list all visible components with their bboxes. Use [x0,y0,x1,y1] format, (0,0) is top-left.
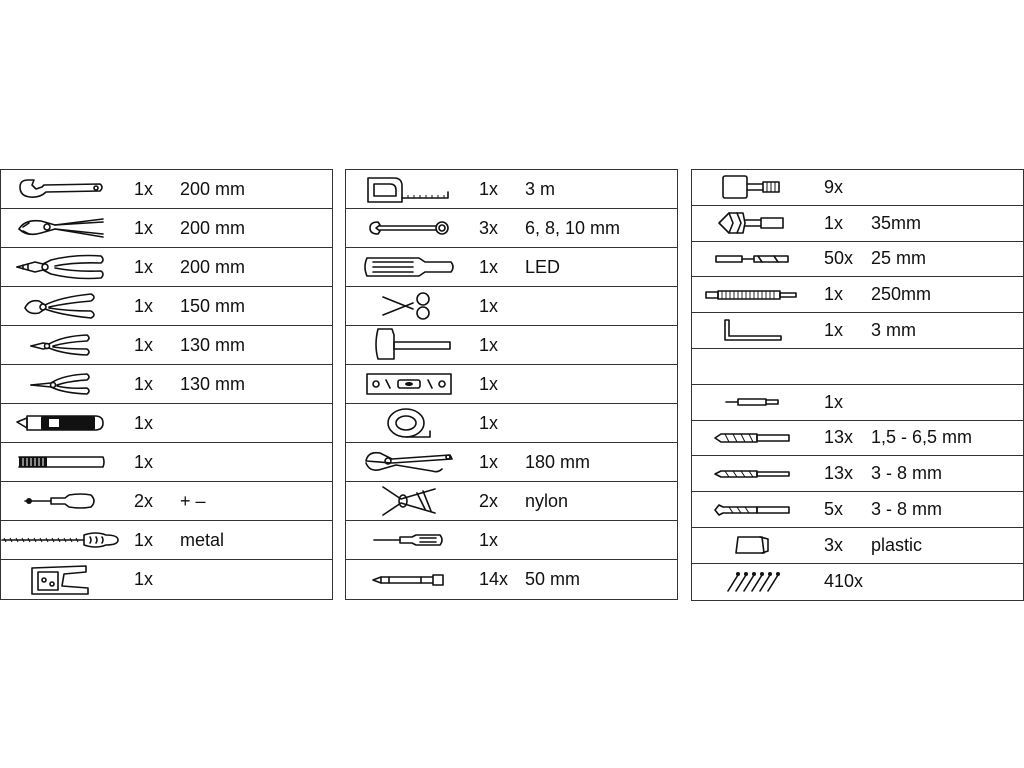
spring-clamp-icon [346,482,471,520]
item-quantity: 1x [134,529,154,550]
countersink-bit-icon [692,206,812,241]
scissors-icon [346,287,471,325]
item-row [1,287,332,326]
item-quantity: 1x [134,373,154,394]
water-pump-pliers-icon [1,209,121,247]
hammer-icon [346,326,471,364]
hex-socket-icon [692,170,812,205]
item-row [346,560,677,599]
item-row [692,456,1023,492]
adjustable-wrench-icon [1,170,121,208]
item-spec: 200 mm [180,217,246,238]
item-row [692,313,1023,349]
locking-pliers-icon [346,443,471,481]
combination-pliers-icon [1,248,121,286]
item-spec: 3 - 8 mm [871,463,943,484]
item-row [692,385,1023,421]
item-spec: 130 mm [180,373,246,394]
item-row [1,209,332,248]
item-row [346,248,677,287]
utility-knife-icon [1,404,121,442]
screwdriver-bits-icon [346,560,471,599]
item-row [1,248,332,287]
item-row [346,287,677,326]
item-quantity: 9x [824,176,844,197]
item-spec: 250mm [871,284,932,305]
item-quantity: 1x [824,391,844,412]
item-quantity: 1x [134,256,154,277]
item-quantity: 1x [134,451,154,472]
item-row [1,326,332,365]
item-row [692,492,1023,528]
combination-wrench-icon [346,209,471,247]
item-quantity: 5x [824,499,844,520]
item-spec: + – [180,490,206,511]
item-quantity: 1x [824,284,844,305]
wood-drill-bits-icon [692,456,812,491]
staple-gun-icon [1,560,121,599]
hacksaw-icon [1,521,121,559]
item-row [1,482,332,521]
item-spec: 180 mm [525,451,591,472]
item-spec: plastic [871,534,923,555]
item-quantity: 1x [134,295,154,316]
nails-icon [692,564,812,600]
masonry-drill-bits-icon [692,492,812,527]
item-spec: 3 m [525,178,556,199]
item-row [692,206,1023,242]
mini-pliers-icon [1,326,121,364]
item-quantity: 1x [134,569,154,589]
item-row [692,349,1023,385]
contents-panel-2 [345,169,678,600]
item-row [692,242,1023,278]
item-quantity: 50x [824,248,854,269]
bit-screwdriver-icon [346,521,471,559]
item-spec: 150 mm [180,295,246,316]
contents-panel-1 [0,169,333,600]
item-quantity: 3x [824,534,844,555]
item-row [1,560,332,599]
item-row [346,521,677,560]
item-quantity: 14x [479,569,509,589]
item-spec: 130 mm [180,334,246,355]
item-spec: nylon [525,490,569,511]
item-spec: 3 - 8 mm [871,499,943,520]
item-row [346,326,677,365]
item-row [346,170,677,209]
item-row [1,170,332,209]
tape-measure-icon [346,170,471,208]
item-spec: 6, 8, 10 mm [525,217,621,238]
item-quantity: 1x [824,320,844,341]
item-row [1,521,332,560]
diagonal-cutter-icon [1,287,121,325]
wall-plug-icon [692,528,812,563]
item-quantity: 1x [479,451,499,472]
item-quantity: 13x [824,427,854,448]
item-quantity: 1x [479,529,499,550]
item-quantity: 410x [824,571,864,592]
item-quantity: 1x [479,178,499,199]
item-row [692,277,1023,313]
item-spec: metal [180,529,225,550]
item-spec: 200 mm [180,178,246,199]
item-quantity: 1x [134,178,154,199]
bit-holder-icon [692,385,812,420]
item-spec: LED [525,256,561,277]
metal-drill-bits-icon [692,421,812,456]
item-quantity: 1x [479,412,499,433]
item-spec: 3 mm [871,320,916,341]
item-row [1,443,332,482]
needle-nose-pliers-icon [1,365,121,403]
item-row [692,564,1023,600]
wire-brush-icon [1,443,121,481]
item-quantity: 13x [824,463,854,484]
item-quantity: 1x [824,212,844,233]
item-spec: 50 mm [525,569,581,589]
item-spec: 200 mm [180,256,246,277]
insulating-tape-icon [346,404,471,442]
item-row [346,209,677,248]
item-quantity: 1x [479,334,499,355]
long-bits-icon [692,242,812,277]
spirit-level-icon [346,365,471,403]
item-row [346,404,677,443]
item-quantity: 3x [479,217,499,238]
item-quantity: 1x [479,373,499,394]
item-row [346,443,677,482]
voltage-tester-screwdriver-icon [1,482,121,520]
flexible-extension-icon [692,277,812,312]
contents-panel-3 [691,169,1024,601]
item-row [692,528,1023,564]
flashlight-icon [346,248,471,286]
item-quantity: 1x [479,256,499,277]
item-quantity: 2x [479,490,499,511]
item-spec: 35mm [871,212,922,233]
item-quantity: 2x [134,490,154,511]
item-spec: 25 mm [871,248,927,269]
item-row [692,421,1023,457]
item-row [1,404,332,443]
item-quantity: 1x [134,217,154,238]
item-row [692,170,1023,206]
item-row [346,482,677,521]
item-row [1,365,332,404]
item-row [346,365,677,404]
hex-key-icon [692,313,812,348]
item-quantity: 1x [134,334,154,355]
empty-icon [692,349,812,384]
item-quantity: 1x [134,412,154,433]
item-spec: 1,5 - 6,5 mm [871,427,973,448]
item-quantity: 1x [479,295,499,316]
